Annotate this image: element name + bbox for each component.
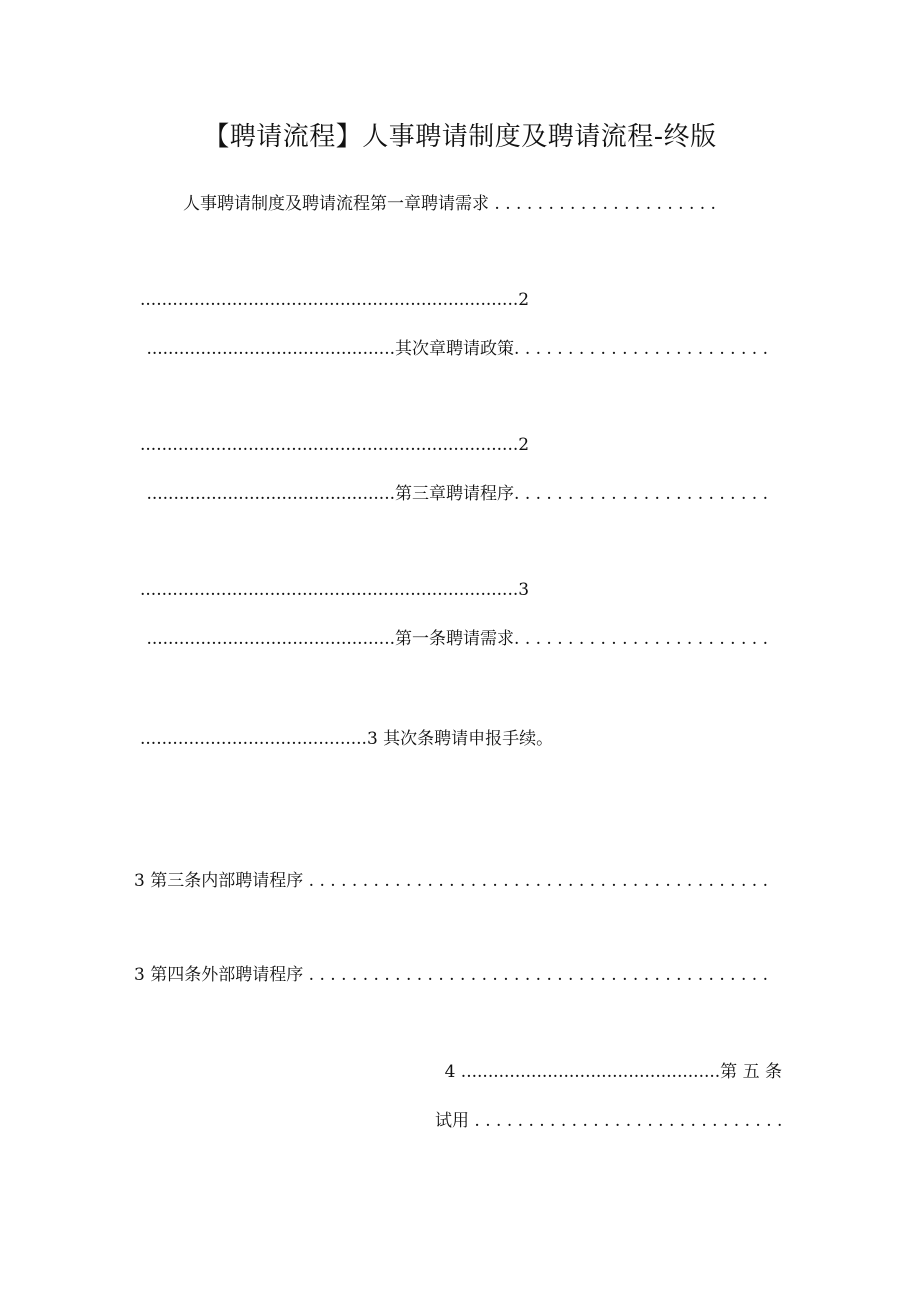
toc-line-article-2: ..........................................3 其次条聘请申报手续。: [140, 729, 554, 749]
toc-line-probation: 试用 . . . . . . . . . . . . . . . . . . . . . . . . . . . . .: [435, 1111, 783, 1131]
document-title: 【聘请流程】人事聘请制度及聘请流程-终版: [203, 122, 717, 152]
toc-line-article-5: 4 ................................................第 五 条: [444, 1062, 782, 1082]
toc-line-chapter-2: ..............................................其次章聘请政策. . . . . . . . . . . . . . . . . . . . . . . .: [146, 339, 768, 359]
toc-line-article-4: 3 第四条外部聘请程序 . . . . . . . . . . . . . . . . . . . . . . . . . . . . . . . . . . . . . . . . . . .: [134, 965, 768, 985]
toc-line-article-1: ..............................................第一条聘请需求. . . . . . . . . . . . . . . . . . . . . . . .: [146, 629, 768, 649]
toc-line-chapter-3: ..............................................第三章聘请程序. . . . . . . . . . . . . . . . . . . . . . . .: [146, 484, 768, 504]
toc-line-page-2b: ......................................................................2: [140, 435, 530, 455]
toc-line-page-3: ......................................................................3: [140, 580, 530, 600]
toc-line-chapter-1: 人事聘请制度及聘请流程第一章聘请需求 . . . . . . . . . . . . . . . . . . . . .: [183, 194, 716, 214]
toc-line-page-2a: ......................................................................2: [140, 290, 530, 310]
toc-line-article-3: 3 第三条内部聘请程序 . . . . . . . . . . . . . . . . . . . . . . . . . . . . . . . . . . . . . . . . . . .: [134, 871, 768, 891]
